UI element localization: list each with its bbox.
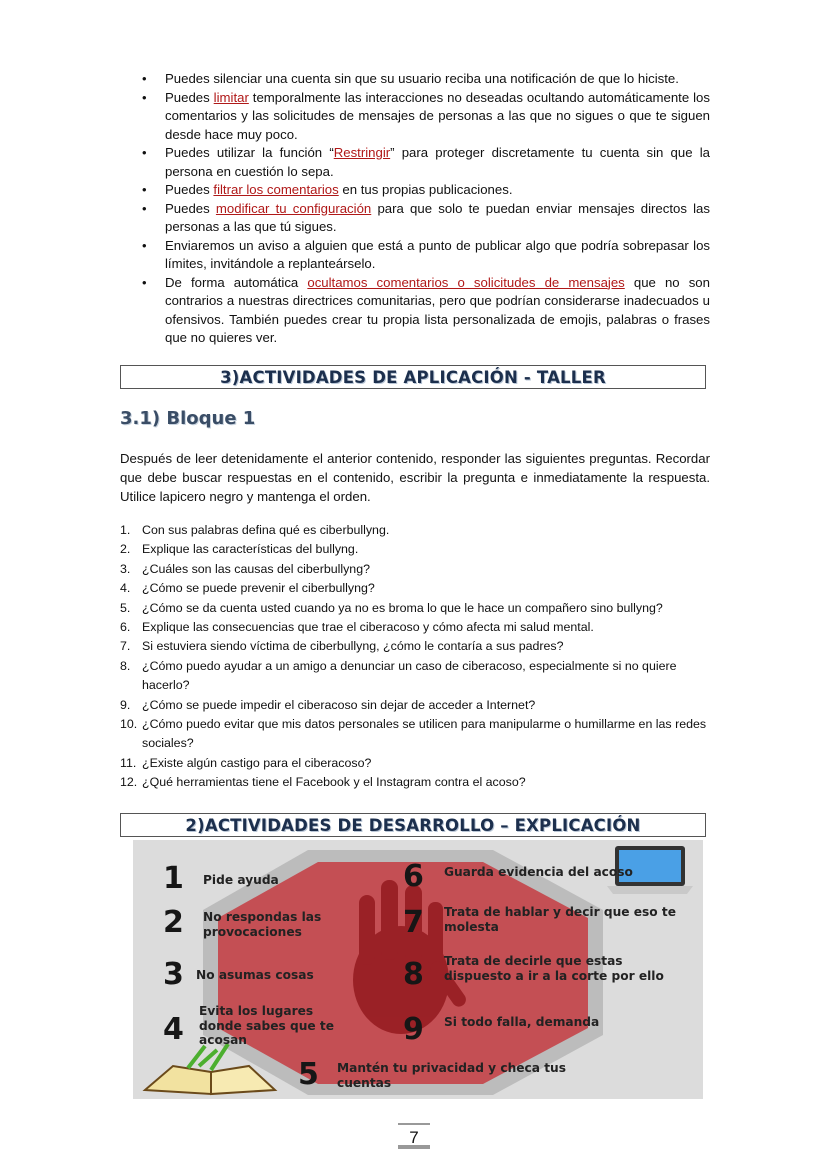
bullet-text: Puedes <box>165 89 214 105</box>
question-item <box>120 540 710 559</box>
question-text: Explique las consecuencias que trae el ciberacoso y cómo afecta mi salud mental. <box>142 620 594 635</box>
question-item <box>120 657 710 696</box>
question-text: ¿Qué herramientas tiene el Facebook y el Instagram contra el acoso? <box>142 775 526 790</box>
page-number: 7 <box>398 1123 430 1149</box>
bullet-item <box>138 89 710 145</box>
infographic-step-text: Mantén tu privacidad y checa tus cuentas <box>337 1061 566 1090</box>
bullet-text: Puedes silenciar una cuenta sin que su usuario reciba una notificación de que lo hiciste. <box>165 71 679 86</box>
bullet-item <box>138 70 710 89</box>
intro-paragraph: Después de leer detenidamente el anterior contenido, responder las siguientes preguntas. Recordar que debe buscar respuestas en el contenido, escribir la pregunta e inmediatamente la respuesta. Utilice lapicero negro y mantenga el orden. <box>120 451 710 504</box>
question-item <box>120 618 710 637</box>
inline-link[interactable]: limitar <box>213 89 249 105</box>
question-item <box>120 773 710 792</box>
infographic-step-number: 3 <box>163 957 184 992</box>
question-number: 8. <box>120 658 131 673</box>
bullet-text: Enviaremos un aviso a alguien que está a punto de publicar algo que podría sobrepasar los límites, invitándole a replanteárselo. <box>165 237 710 271</box>
bloque-heading: 3.1) Bloque 1 <box>120 408 256 429</box>
question-item <box>120 521 710 540</box>
question-number: 4. <box>120 581 131 596</box>
bullet-text: temporalmente las interacciones no deseadas ocultando automáticamente los comentarios y las solicitudes de mensajes de personas a las que no sigues o que te siguen desde hace muy poco. <box>165 89 710 142</box>
question-number: 1. <box>120 523 131 537</box>
question-number: 5. <box>120 600 131 615</box>
question-text: ¿Cuáles son las causas del ciberbullyng? <box>142 561 370 576</box>
infographic-step-text: Guarda evidencia del acoso <box>444 865 633 879</box>
question-text: ¿Cómo se puede impedir el ciberacoso sin dejar de acceder a Internet? <box>142 697 536 712</box>
bullet-item <box>138 200 710 237</box>
section-3-title: 3)ACTIVIDADES DE APLICACIÓN - TALLER <box>220 367 606 387</box>
infographic-step-text: No respondas las provocaciones <box>203 910 322 939</box>
question-item <box>120 579 710 598</box>
bullet-text: Puedes <box>165 182 214 197</box>
bullet-text: que no son contrarios a nuestras directrices comunitarias, pero que podrían considerarse inadecuados u ofensivos. También puedes crear tu propia lista personalizada de emojis, palabras o frases que no quieres ver. <box>165 274 710 345</box>
infographic-step-number: 1 <box>163 861 184 896</box>
bullet-text: para que solo te puedan enviar mensajes directos las personas a las que tú sigues. <box>165 200 710 234</box>
infographic-step-text: Pide ayuda <box>203 873 279 887</box>
bullet-list <box>138 70 710 348</box>
question-list <box>120 521 710 793</box>
anti-bullying-infographic <box>133 840 703 1099</box>
bullet-text: Puedes <box>165 200 216 216</box>
question-item <box>120 637 710 656</box>
infographic-step-number: 5 <box>298 1057 319 1092</box>
infographic-step-text: Trata de hablar y decir que eso te molesta <box>444 905 676 934</box>
infographic-step-number: 2 <box>163 905 184 940</box>
infographic-step-text: Evita los lugares donde sabes que te acosan <box>199 1004 334 1047</box>
question-text: ¿Existe algún castigo para el ciberacoso? <box>142 755 372 770</box>
infographic-step-number: 8 <box>403 957 424 992</box>
inline-link[interactable]: filtrar los comentarios <box>213 182 339 197</box>
bullet-text: en tus propias publicaciones. <box>338 182 513 197</box>
bullet-item <box>138 237 710 274</box>
infographic-step-number: 4 <box>163 1012 184 1047</box>
question-text: ¿Cómo puedo ayudar a un amigo a denunciar un caso de ciberacoso, especialmente si no quiere hacerlo? <box>142 658 677 693</box>
question-number: 12. <box>120 775 138 790</box>
question-text: Con sus palabras defina qué es ciberbullyng. <box>142 523 390 537</box>
question-text: Explique las características del bullyng. <box>142 542 359 557</box>
question-number: 10. <box>120 717 138 732</box>
question-number: 3. <box>120 561 131 576</box>
question-item <box>120 696 710 715</box>
bullet-text: De forma automática <box>165 274 308 290</box>
infographic-step-text: Trata de decirle que estas dispuesto a ir a la corte por ello <box>444 954 664 983</box>
infographic-step-text: Si todo falla, demanda <box>444 1015 600 1029</box>
bullet-item <box>138 144 710 181</box>
question-number: 11. <box>120 755 137 770</box>
question-number: 7. <box>120 639 131 654</box>
section-3-banner <box>120 365 706 389</box>
section-2-banner <box>120 813 706 837</box>
question-text: ¿Cómo se da cuenta usted cuando ya no es broma lo que le hace un compañero sino bullyng? <box>142 600 663 615</box>
section-2-title: 2)ACTIVIDADES DE DESARROLLO – EXPLICACIÓN <box>185 815 641 835</box>
bullet-text: Puedes utilizar la función “ <box>165 145 334 160</box>
question-text: ¿Cómo puedo evitar que mis datos personales se utilicen para manipularme o humillarme en las redes sociales? <box>142 717 707 751</box>
question-text: Si estuviera siendo víctima de ciberbullyng, ¿cómo le contaría a sus padres? <box>142 639 564 654</box>
question-number: 6. <box>120 620 131 635</box>
bullet-text: ” para proteger discretamente tu cuenta sin que la persona en cuestión lo sepa. <box>165 145 711 179</box>
inline-link[interactable]: ocultamos comentarios o solicitudes de mensajes <box>307 274 625 290</box>
bullet-item <box>138 274 710 348</box>
infographic-step-number: 9 <box>403 1012 424 1047</box>
bullet-item <box>138 181 710 200</box>
question-number: 2. <box>120 542 131 557</box>
inline-link[interactable]: Restringir <box>333 145 391 160</box>
infographic-step-number: 7 <box>403 905 424 940</box>
question-item <box>120 754 710 773</box>
question-text: ¿Cómo se puede prevenir el ciberbullyng? <box>142 581 375 596</box>
question-item <box>120 715 710 754</box>
infographic-step-text: No asumas cosas <box>196 968 314 982</box>
question-item <box>120 599 710 618</box>
question-number: 9. <box>120 697 131 712</box>
inline-link[interactable]: modificar tu configuración <box>215 200 372 216</box>
question-item <box>120 560 710 579</box>
infographic-step-number: 6 <box>403 859 424 894</box>
